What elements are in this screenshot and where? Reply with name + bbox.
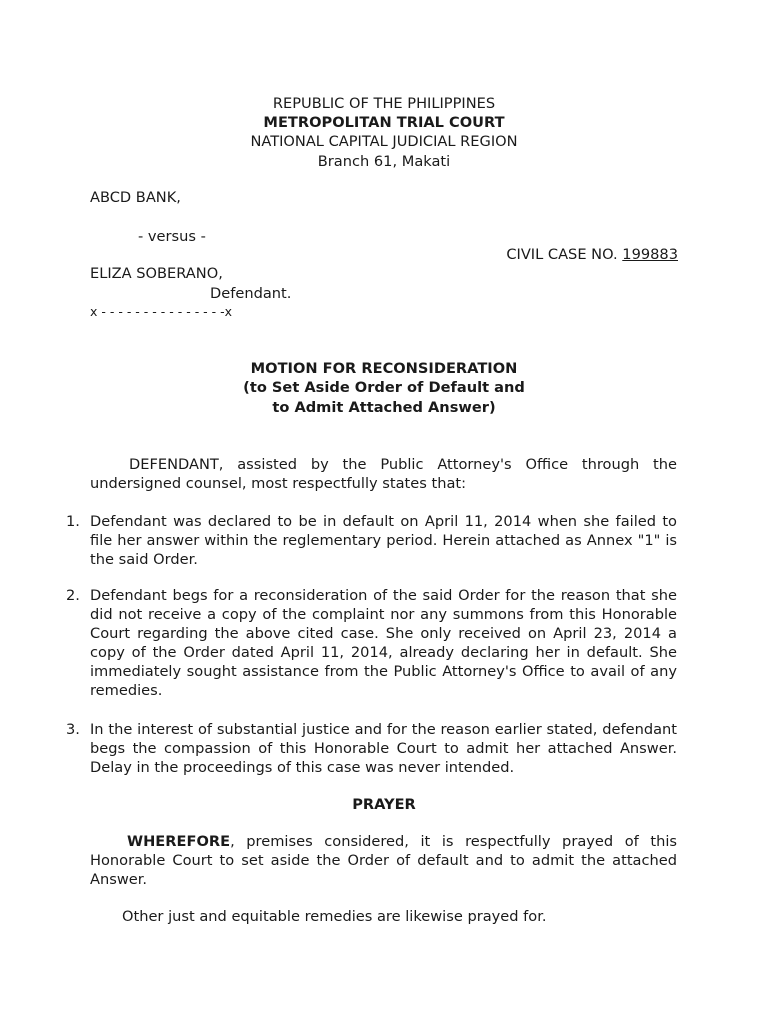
other-remedies: Other just and equitable remedies are likewise prayed for. (122, 908, 547, 925)
header-region: NATIONAL CAPITAL JUDICIAL REGION (250, 133, 518, 150)
header-court: METROPOLITAN TRIAL COURT (263, 114, 505, 131)
header-republic: REPUBLIC OF THE PHILIPPINES (272, 95, 496, 112)
list-item-text: Defendant begs for a reconsideration of the said Order for the reason that she did not receive a copy of the complaint nor any summons from this Honorable Court regarding the above cited case. She only received on April 23, 2014 a copy of the Order dated April 11, 2014, already declaring her in default. She immediately sought assistance from the Public Attorney's Office to avail of any remedies. (90, 587, 677, 699)
motion-subtitle-line1: (to Set Aside Order of Default and (243, 379, 525, 396)
case-number (506, 245, 678, 264)
case-number-label: CIVIL CASE NO. (506, 246, 618, 263)
prayer-body: , premises considered, it is respectfully prayed of this Honorable Court to set aside the Order of default and to admit the attached Answer. (90, 833, 677, 888)
plaintiff-name: ABCD BANK, (90, 189, 181, 206)
wherefore-label: WHEREFORE (127, 833, 231, 850)
case-number-value: 199883 (622, 246, 678, 263)
versus-label: - versus - (138, 228, 206, 245)
prayer-heading: PRAYER (352, 796, 416, 813)
list-item-text: In the interest of substantial justice and for the reason earlier stated, defendant begs the compassion of this Honorable Court to admit her attached Answer. Delay in the proceedings of this case was never intended. (90, 721, 677, 776)
defendant-role: Defendant. (210, 285, 292, 302)
header-branch: Branch 61, Makati (317, 153, 451, 170)
list-item-number: 2. (66, 587, 80, 604)
list-item-text: Defendant was declared to be in default on April 11, 2014 when she failed to file her answer within the reglementary period. Herein attached as Annex "1" is the said Order. (90, 513, 677, 568)
defendant-name: ELIZA SOBERANO, (90, 265, 223, 282)
list-item (66, 512, 677, 569)
motion-subtitle-line2: to Admit Attached Answer) (272, 399, 496, 416)
list-item (66, 586, 677, 700)
list-item-number: 3. (66, 721, 80, 738)
intro-paragraph: DEFENDANT, assisted by the Public Attorney's Office through the undersigned counsel, most respectfully states that: (90, 456, 677, 492)
list-item-number: 1. (66, 513, 80, 530)
motion-title: MOTION FOR RECONSIDERATION (250, 360, 518, 377)
caption-separator: x - - - - - - - - - - - - - - -x (90, 304, 233, 319)
list-item (66, 720, 677, 777)
prayer-paragraph (90, 832, 677, 889)
